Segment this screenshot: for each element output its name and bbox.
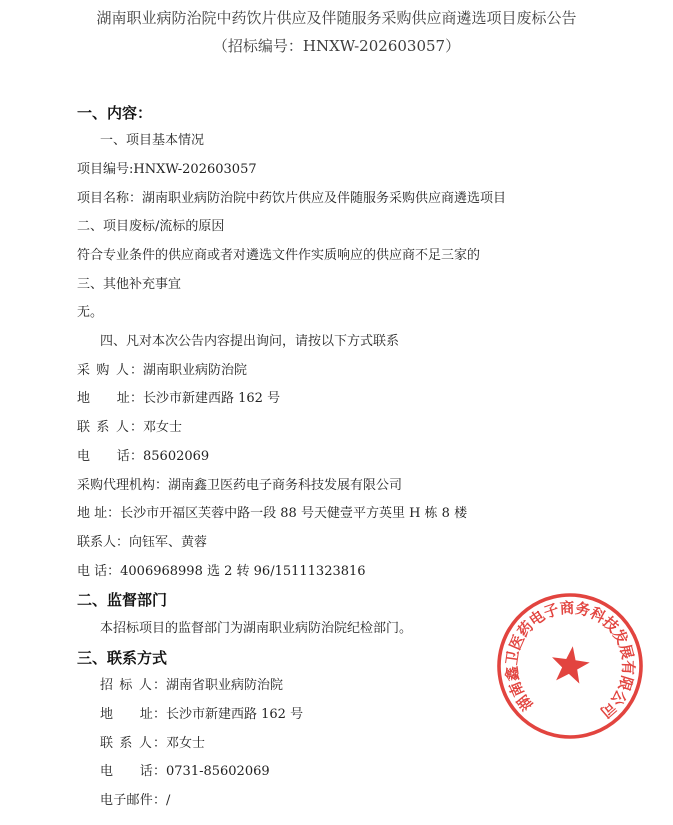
bid-number: （招标编号：HNXW-202603057） bbox=[212, 37, 461, 55]
project-number-label: 项目编号: bbox=[77, 161, 134, 177]
subsection-heading-inquiry: 四、凡对本次公告内容提出询问，请按以下方式联系 bbox=[100, 334, 400, 350]
other-matters-text: 无。 bbox=[77, 305, 104, 321]
agency-address-line bbox=[0, 500, 673, 529]
purchaser-contact-line bbox=[0, 414, 673, 443]
purchaser-name-value: 湖南职业病防治院 bbox=[143, 362, 248, 378]
failure-reason-text: 符合专业条件的供应商或者对遴选文件作实质响应的供应商不足三家的 bbox=[77, 248, 481, 264]
agency-phone-value: 4006968998 选 2 转 96/15111323816 bbox=[120, 563, 366, 579]
tenderer-label: 招 标 人： bbox=[100, 678, 166, 694]
section-heading-contact-info: 三、联系方式 bbox=[77, 648, 168, 667]
agency-name-label: 采购代理机构： bbox=[77, 477, 169, 493]
agency-address-label: 地 址： bbox=[77, 506, 121, 522]
tenderer-phone-value: 0731-85602069 bbox=[166, 764, 270, 780]
project-name-label: 项目名称： bbox=[77, 190, 143, 206]
section-heading-content: 一、内容： bbox=[77, 103, 153, 122]
project-name-value: 湖南职业病防治院中药饮片供应及伴随服务采购供应商遴选项目 bbox=[142, 190, 507, 206]
agency-phone-label: 电 话： bbox=[77, 563, 121, 579]
tenderer-email-line bbox=[0, 787, 673, 816]
agency-contact-line bbox=[0, 529, 673, 558]
star-icon bbox=[549, 644, 592, 685]
tenderer-address-value: 长沙市新建西路 162 号 bbox=[166, 707, 304, 723]
agency-phone-line bbox=[0, 558, 673, 587]
tenderer-contact-label: 联 系 人： bbox=[100, 735, 166, 751]
project-number-value: HNXW-202603057 bbox=[133, 161, 257, 177]
purchaser-name-label: 采 购 人： bbox=[77, 362, 143, 378]
stamp-text-path: 湖南鑫卫医药电子商务科技发展有限公司 bbox=[502, 598, 638, 722]
tenderer-phone-label: 电 话： bbox=[100, 764, 166, 780]
purchaser-address-line bbox=[0, 385, 673, 414]
section-heading-supervision: 二、监督部门 bbox=[77, 591, 168, 610]
supervision-text: 本招标项目的监督部门为湖南职业病防治院纪检部门。 bbox=[100, 620, 413, 636]
purchaser-phone-value: 85602069 bbox=[143, 448, 210, 464]
purchaser-address-value: 长沙市新建西路 162 号 bbox=[143, 391, 281, 407]
announcement-header bbox=[0, 4, 673, 60]
purchaser-phone-line bbox=[0, 443, 673, 472]
purchaser-contact-value: 邓女士 bbox=[143, 420, 183, 436]
project-number-line bbox=[0, 156, 673, 185]
tenderer-value: 湖南省职业病防治院 bbox=[166, 678, 284, 694]
purchaser-address-label: 地 址： bbox=[77, 391, 143, 407]
project-name-line bbox=[0, 185, 673, 214]
subsection-heading-basic-info: 一、项目基本情况 bbox=[100, 133, 205, 149]
tenderer-address-label: 地 址： bbox=[100, 707, 166, 723]
agency-address-value: 长沙市开福区芙蓉中路一段 88 号天健壹平方英里 H 栋 8 楼 bbox=[120, 506, 468, 522]
agency-contact-label: 联系人： bbox=[77, 534, 130, 550]
tenderer-email-label: 电子邮件： bbox=[100, 793, 166, 809]
tenderer-email-value: / bbox=[166, 793, 171, 809]
stamp-group bbox=[494, 590, 646, 742]
agency-name-line bbox=[0, 472, 673, 501]
company-seal-stamp bbox=[494, 590, 646, 742]
tenderer-contact-value: 邓女士 bbox=[166, 735, 206, 751]
document-title: 湖南职业病防治院中药饮片供应及伴随服务采购供应商遴选项目废标公告 bbox=[96, 9, 577, 27]
subsection-heading-failure-reason: 二、项目废标/流标的原因 bbox=[77, 219, 225, 235]
purchaser-phone-label: 电 话： bbox=[77, 448, 143, 464]
subsection-heading-other-matters: 三、其他补充事宜 bbox=[77, 276, 182, 292]
tenderer-phone-line bbox=[0, 758, 673, 787]
purchaser-contact-label: 联 系 人： bbox=[77, 420, 143, 436]
agency-name-value: 湖南鑫卫医药电子商务科技发展有限公司 bbox=[168, 477, 403, 493]
agency-contact-value: 向钰军、黄蓉 bbox=[129, 534, 208, 550]
purchaser-name-line bbox=[0, 357, 673, 386]
